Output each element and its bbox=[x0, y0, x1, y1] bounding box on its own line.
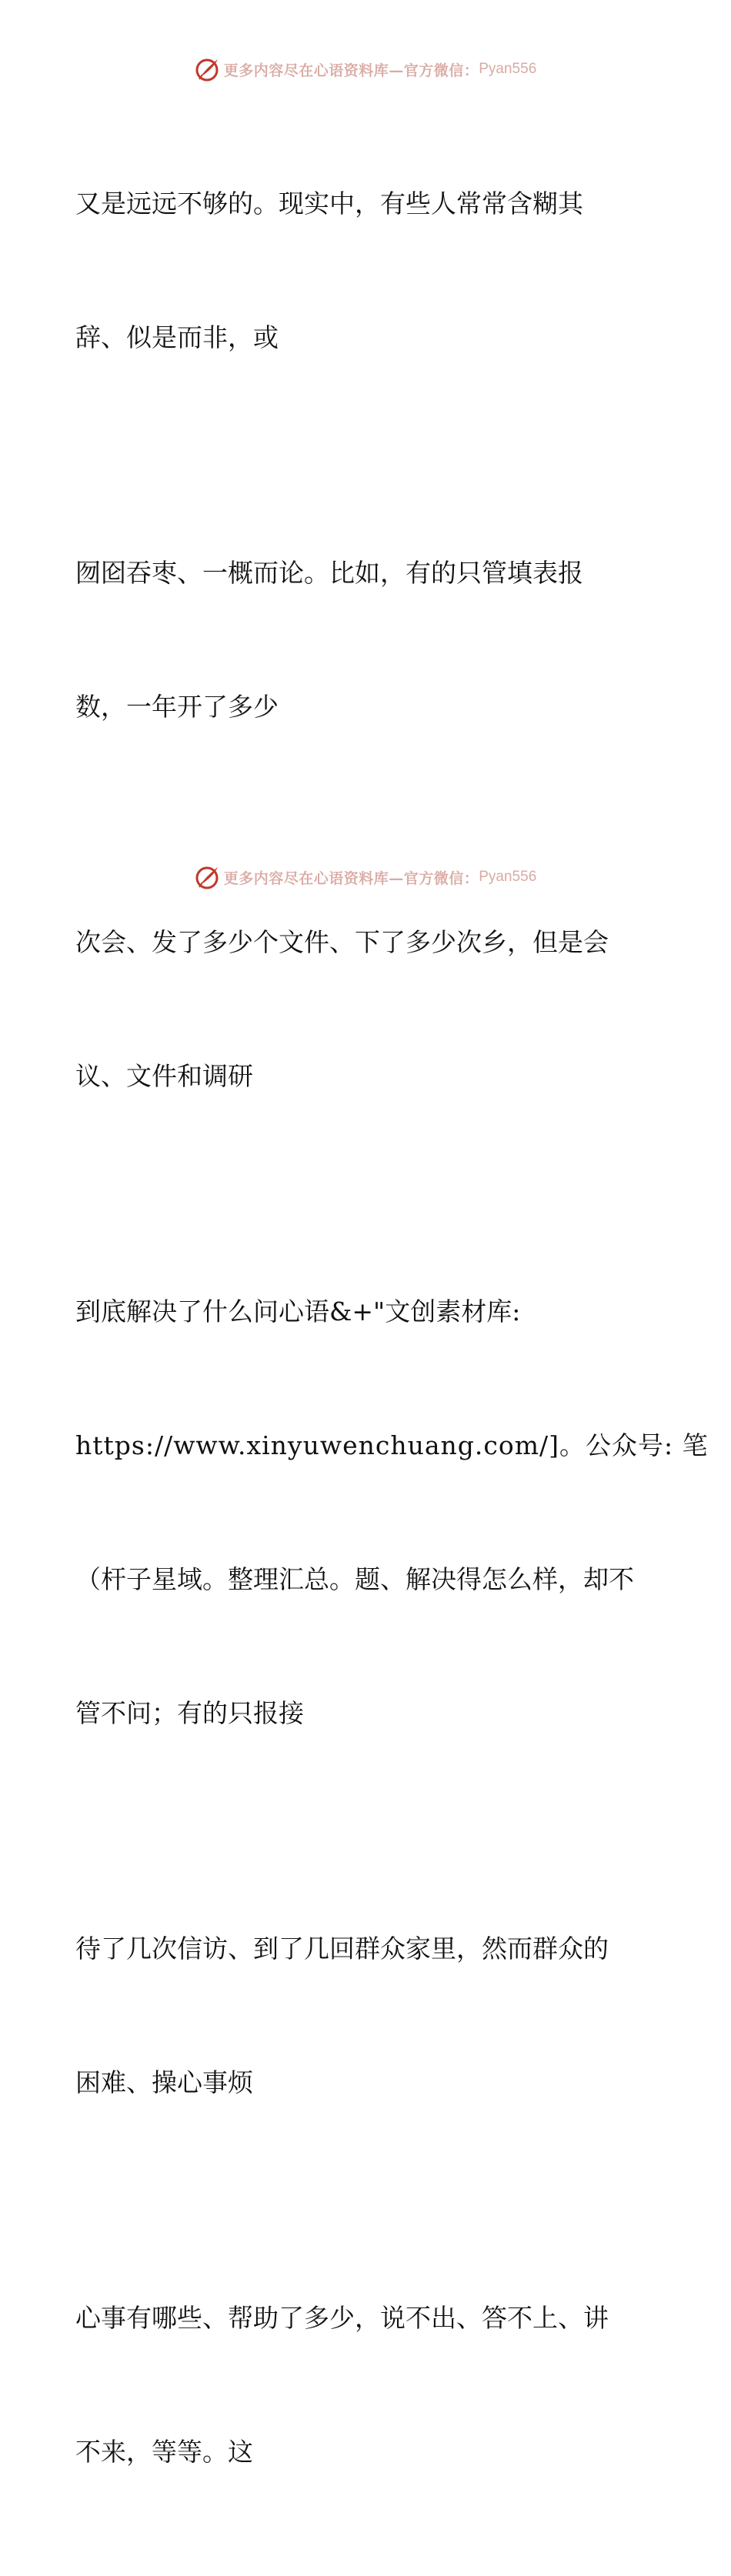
text-line: 议、文件和调研 bbox=[75, 1061, 253, 1091]
text-line: 不来，等等。这 bbox=[75, 2437, 253, 2467]
paragraph bbox=[75, 92, 660, 449]
paragraph bbox=[75, 1200, 709, 1825]
banner-title: 更多内容尽在心语资料库— bbox=[223, 869, 404, 887]
paragraph bbox=[75, 2207, 660, 2564]
paragraph bbox=[75, 1837, 660, 2194]
banner-title: 更多内容尽在心语资料库— bbox=[223, 62, 404, 79]
text-line: 管不问；有的只报接 bbox=[75, 1698, 304, 1728]
text-line: 到底解决了什么问心语&+"文创素材库: bbox=[75, 1296, 521, 1326]
text-line: 囫囵吞枣、一概而论。比如，有的只管填表报 bbox=[75, 558, 583, 588]
text-line: 辞、似是而非，或 bbox=[75, 322, 279, 352]
text-line: （杆子星域。整理汇总。题、解决得怎么样，却不 bbox=[75, 1564, 634, 1594]
paragraph bbox=[75, 462, 660, 819]
feather-quill-icon bbox=[195, 864, 221, 890]
banner-wechat-id: Pyan556 bbox=[479, 869, 537, 885]
text-line: 待了几次信访、到了几回群众家里，然而群众的 bbox=[75, 1934, 609, 1964]
banner-wechat-id: Pyan556 bbox=[479, 61, 537, 77]
text-line: 又是远远不够的。现实中，有些人常常含糊其 bbox=[75, 189, 583, 219]
feather-quill-icon bbox=[195, 56, 221, 82]
banner-wechat-label: 官方微信： bbox=[403, 62, 479, 79]
footer-banner bbox=[0, 862, 731, 893]
text-line: 数，一年开了多少 bbox=[75, 692, 279, 722]
text-line: 心事有哪些、帮助了多少，说不出、答不上、讲 bbox=[75, 2303, 609, 2333]
document-body bbox=[75, 92, 709, 2576]
text-line: 次会、发了多少个文件、下了多少次乡，但是会 bbox=[75, 927, 609, 957]
banner-wechat-label: 官方微信： bbox=[403, 869, 479, 887]
text-line: 困难、操心事烦 bbox=[75, 2067, 253, 2097]
text-line: https://www.xinyuwenchuang.com/]。公众号: 笔 bbox=[75, 1430, 709, 1460]
header-banner bbox=[0, 54, 731, 85]
